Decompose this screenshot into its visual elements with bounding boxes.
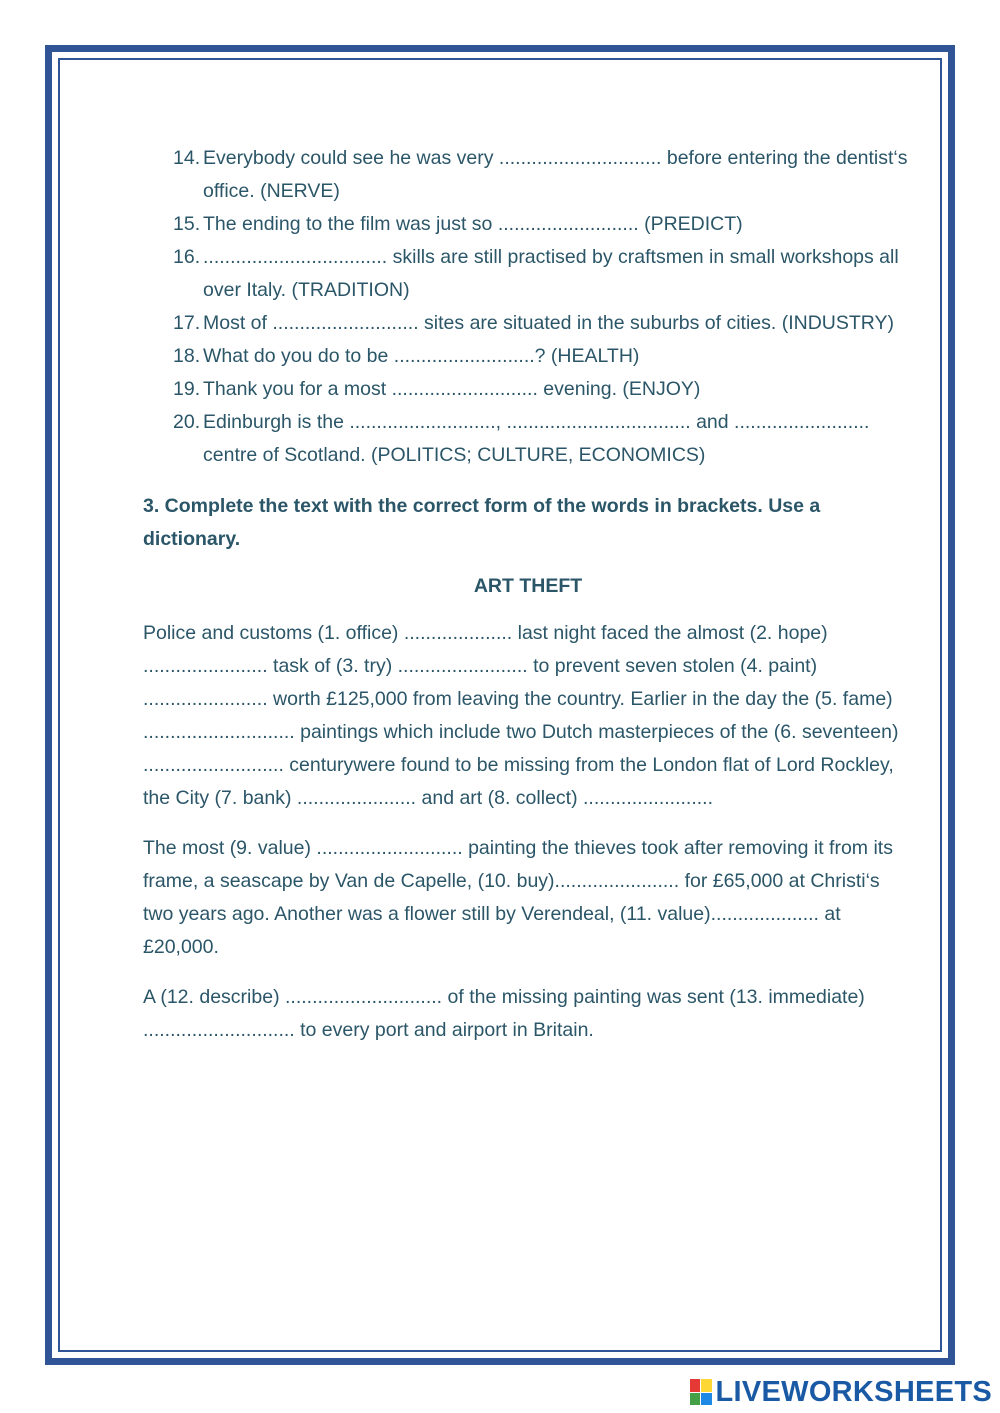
item-number: 14. bbox=[173, 147, 201, 169]
exercise-3-instruction: 3. Complete the text with the correct form of the words in brackets. Use a dictionary. bbox=[143, 495, 821, 550]
liveworksheets-logo[interactable] bbox=[690, 1377, 993, 1407]
item-number: 16. bbox=[173, 246, 201, 268]
list-item bbox=[143, 208, 913, 241]
article-paragraph-3: A (12. describe) ............................. of the missing painting was sent (13. immediate) ............................ to every port and airport in Britain. bbox=[143, 986, 865, 1041]
logo-text: LIVEWORKSHEETS bbox=[715, 1376, 992, 1408]
item-text: Most of ........................... sites are situated in the suburbs of cities. (INDUSTRY) bbox=[203, 312, 895, 334]
liveworksheets-logo-icon bbox=[690, 1379, 712, 1405]
item-text: .................................. skills are still practised by craftsmen in small workshops all over Italy. (TRADITION) bbox=[203, 246, 899, 301]
item-number: 20. bbox=[173, 411, 201, 433]
list-item bbox=[143, 241, 913, 307]
item-number: 17. bbox=[173, 312, 201, 334]
item-number: 18. bbox=[173, 345, 201, 367]
article-paragraph-1: Police and customs (1. office) .................... last night faced the almost (2. hope) ....................... task of (3. try) ........................ to prevent seven stolen (4. paint) ....................... worth £125,000 from leaving the country. Earlier in the day the (5. fame) ............................ paintings which include two Dutch masterpieces of the (6. seventeen) .......................... centurywere found to be missing from the London flat of Lord Rockley, the City (7. bank) ...................... and art (8. collect) ........................ bbox=[143, 622, 899, 809]
item-text: What do you do to be ..........................? (HEALTH) bbox=[203, 345, 640, 367]
item-text: Thank you for a most ........................... evening. (ENJOY) bbox=[203, 378, 701, 400]
item-number: 19. bbox=[173, 378, 201, 400]
article-paragraph-2: The most (9. value) ........................... painting the thieves took after removing it from its frame, a seascape by Van de Capelle, (10. buy)....................... for £65,000 at Christi‘s two years ago. Another was a flower still by Verendeal, (11. value).................... at £20,000. bbox=[143, 837, 893, 958]
item-number: 15. bbox=[173, 213, 201, 235]
worksheet-content bbox=[143, 142, 913, 1064]
article-title: ART THEFT bbox=[473, 575, 583, 597]
list-item bbox=[143, 406, 913, 472]
list-item bbox=[143, 142, 913, 208]
item-text: Edinburgh is the ..........................., .................................. and ......................... centre of Scotland. (POLITICS; CULTURE, ECONOMICS) bbox=[203, 411, 870, 466]
list-item bbox=[143, 373, 913, 406]
list-item bbox=[143, 340, 913, 373]
item-text: The ending to the film was just so .......................... (PREDICT) bbox=[203, 213, 743, 235]
exercise-2-list bbox=[143, 142, 913, 472]
item-text: Everybody could see he was very .............................. before entering the dentist‘s office. (NERVE) bbox=[203, 147, 908, 202]
list-item bbox=[143, 307, 913, 340]
